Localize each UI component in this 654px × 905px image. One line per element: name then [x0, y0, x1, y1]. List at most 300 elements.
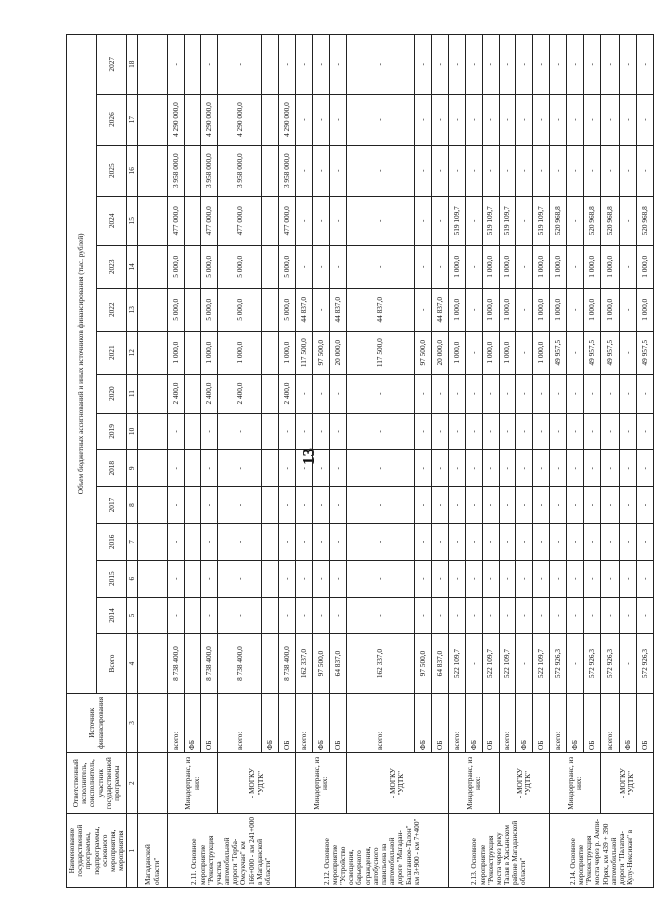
- amount-cell: -: [448, 450, 465, 487]
- amount-cell: -: [167, 487, 184, 524]
- amount-cell: -: [415, 560, 432, 597]
- amount-cell: 20 000,0: [431, 331, 448, 374]
- amount-cell: -: [482, 487, 499, 524]
- amount-cell: -: [167, 523, 184, 560]
- responsible-main: Миндортранс, из них:: [295, 753, 346, 814]
- amount-cell: -: [533, 35, 550, 95]
- amount-cell: -: [550, 413, 567, 450]
- amount-cell: -: [415, 523, 432, 560]
- table-rotation-frame: [66, 34, 649, 888]
- amount-cell: -: [312, 597, 329, 634]
- responsible-sub: - МОГКУ "УДТК": [346, 753, 448, 814]
- amount-cell: -: [619, 245, 636, 288]
- amount-cell: 3 958 000,0: [201, 145, 218, 196]
- amount-cell: -: [465, 560, 482, 597]
- measure-name: 2.13. Основное мероприятие "Реконструкция моста через реку Талая в Хасынском районе Магаданской области": [448, 814, 549, 888]
- amount-cell: -: [329, 196, 346, 245]
- amount-cell: -: [550, 35, 567, 95]
- amount-cell: 1 000,0: [550, 245, 567, 288]
- amount-cell: -: [201, 487, 218, 524]
- amount-cell: -: [533, 597, 550, 634]
- header-year: 2027: [97, 35, 127, 95]
- amount-cell: [262, 487, 279, 524]
- funding-source: всего:: [600, 693, 619, 752]
- amount-cell: 8 738 400,0: [201, 634, 218, 693]
- amount-cell: -: [465, 374, 482, 413]
- amount-cell: 117 500,0: [346, 331, 414, 374]
- amount-cell: 1 000,0: [201, 331, 218, 374]
- amount-cell: -: [584, 450, 601, 487]
- amount-cell: -: [346, 35, 414, 95]
- amount-cell: 5 000,0: [201, 245, 218, 288]
- amount-cell: -: [346, 94, 414, 145]
- amount-cell: 1 000,0: [448, 245, 465, 288]
- amount-cell: 2 400,0: [201, 374, 218, 413]
- amount-cell: -: [499, 597, 516, 634]
- responsible-sub: - МОГКУ "УДТК": [218, 753, 295, 814]
- amount-cell: -: [346, 560, 414, 597]
- amount-cell: -: [567, 523, 584, 560]
- amount-cell: -: [619, 634, 636, 693]
- amount-cell: -: [567, 560, 584, 597]
- funding-source: всего:: [448, 693, 465, 752]
- amount-cell: -: [167, 597, 184, 634]
- table-row: [295, 35, 312, 888]
- amount-cell: -: [550, 145, 567, 196]
- amount-cell: -: [312, 374, 329, 413]
- table-row: [167, 35, 184, 888]
- amount-cell: -: [415, 487, 432, 524]
- amount-cell: -: [482, 413, 499, 450]
- amount-cell: 5 000,0: [218, 288, 262, 331]
- amount-cell: -: [516, 560, 533, 597]
- amount-cell: -: [312, 523, 329, 560]
- amount-cell: -: [329, 413, 346, 450]
- amount-cell: -: [465, 634, 482, 693]
- amount-cell: -: [415, 196, 432, 245]
- amount-cell: -: [533, 487, 550, 524]
- amount-cell: -: [431, 94, 448, 145]
- amount-cell: -: [619, 94, 636, 145]
- amount-cell: 5 000,0: [278, 288, 295, 331]
- amount-cell: -: [295, 450, 312, 487]
- amount-cell: -: [499, 413, 516, 450]
- amount-cell: -: [431, 374, 448, 413]
- amount-cell: -: [312, 35, 329, 95]
- amount-cell: -: [431, 245, 448, 288]
- amount-cell: -: [600, 487, 619, 524]
- measure-name: 2.14. Основное мероприятие "Реконструкция моста через р. Ампи-Юрях, км 439 + 390 автомобильной дороги "Палатка-Кулу-Нексикан" в: [550, 814, 654, 888]
- amount-cell: -: [533, 145, 550, 196]
- header-year: 2023: [97, 245, 127, 288]
- amount-cell: 477 000,0: [167, 196, 184, 245]
- amount-cell: -: [431, 560, 448, 597]
- amount-cell: -: [218, 487, 262, 524]
- funding-source: всего:: [550, 693, 567, 752]
- column-number: 17: [127, 94, 138, 145]
- amount-cell: -: [567, 450, 584, 487]
- amount-cell: -: [600, 560, 619, 597]
- amount-cell: -: [415, 597, 432, 634]
- amount-cell: [184, 245, 201, 288]
- responsible-main: Миндортранс, из них:: [167, 753, 218, 814]
- amount-cell: -: [167, 560, 184, 597]
- amount-cell: -: [448, 145, 465, 196]
- amount-cell: -: [465, 331, 482, 374]
- column-number: 4: [127, 634, 138, 693]
- amount-cell: -: [584, 145, 601, 196]
- amount-cell: -: [448, 597, 465, 634]
- amount-cell: -: [636, 597, 653, 634]
- column-number: 6: [127, 560, 138, 597]
- amount-cell: -: [415, 450, 432, 487]
- amount-cell: -: [431, 35, 448, 95]
- amount-cell: -: [346, 413, 414, 450]
- amount-cell: [184, 413, 201, 450]
- amount-cell: -: [516, 487, 533, 524]
- header-name: Наименование государственной программы, подпрограммы, основного мероприятия, мероприятия: [67, 814, 127, 888]
- amount-cell: -: [550, 487, 567, 524]
- column-number: 10: [127, 413, 138, 450]
- amount-cell: -: [167, 413, 184, 450]
- column-number: 16: [127, 145, 138, 196]
- amount-cell: -: [218, 523, 262, 560]
- amount-cell: 5 000,0: [201, 288, 218, 331]
- amount-cell: 3 958 000,0: [218, 145, 262, 196]
- amount-cell: 1 000,0: [550, 288, 567, 331]
- amount-cell: -: [567, 145, 584, 196]
- amount-cell: 520 968,8: [550, 196, 567, 245]
- amount-cell: 64 837,0: [329, 634, 346, 693]
- amount-cell: [262, 35, 279, 95]
- amount-cell: -: [499, 523, 516, 560]
- amount-cell: [184, 450, 201, 487]
- column-number: 2: [127, 753, 138, 814]
- amount-cell: [184, 288, 201, 331]
- amount-cell: -: [619, 413, 636, 450]
- amount-cell: -: [415, 35, 432, 95]
- amount-cell: 4 290 000,0: [278, 94, 295, 145]
- amount-cell: 1 000,0: [499, 288, 516, 331]
- column-number: 8: [127, 487, 138, 524]
- amount-cell: 8 738 400,0: [167, 634, 184, 693]
- amount-cell: -: [346, 487, 414, 524]
- header-year: 2020: [97, 374, 127, 413]
- amount-cell: 4 290 000,0: [167, 94, 184, 145]
- amount-cell: -: [201, 450, 218, 487]
- amount-cell: 1 000,0: [482, 245, 499, 288]
- amount-cell: 572 926,3: [636, 634, 653, 693]
- amount-cell: -: [465, 413, 482, 450]
- amount-cell: -: [295, 523, 312, 560]
- amount-cell: -: [516, 597, 533, 634]
- funding-source: ФБ: [465, 693, 482, 752]
- amount-cell: -: [584, 413, 601, 450]
- table-row: [499, 35, 516, 888]
- amount-cell: 2 400,0: [278, 374, 295, 413]
- amount-cell: [184, 634, 201, 693]
- amount-cell: -: [312, 288, 329, 331]
- amount-cell: [184, 523, 201, 560]
- funding-source: ФБ: [619, 693, 636, 752]
- amount-cell: -: [431, 450, 448, 487]
- amount-cell: -: [218, 35, 262, 95]
- amount-cell: 8 738 400,0: [278, 634, 295, 693]
- amount-cell: 1 000,0: [533, 245, 550, 288]
- funding-source: ФБ: [415, 693, 432, 752]
- amount-cell: [262, 597, 279, 634]
- amount-cell: -: [278, 523, 295, 560]
- amount-cell: -: [636, 487, 653, 524]
- amount-cell: -: [550, 597, 567, 634]
- amount-cell: -: [516, 450, 533, 487]
- amount-cell: [184, 487, 201, 524]
- amount-cell: -: [584, 487, 601, 524]
- amount-cell: -: [533, 413, 550, 450]
- header-year: 2021: [97, 331, 127, 374]
- amount-cell: -: [278, 450, 295, 487]
- amount-cell: 1 000,0: [533, 331, 550, 374]
- amount-cell: -: [600, 413, 619, 450]
- amount-cell: -: [329, 487, 346, 524]
- header-year: 2014: [97, 597, 127, 634]
- amount-cell: -: [201, 597, 218, 634]
- amount-cell: -: [516, 331, 533, 374]
- column-number: 11: [127, 374, 138, 413]
- amount-cell: -: [567, 35, 584, 95]
- header-year: 2025: [97, 145, 127, 196]
- amount-cell: -: [619, 145, 636, 196]
- amount-cell: -: [448, 35, 465, 95]
- amount-cell: -: [499, 450, 516, 487]
- amount-cell: -: [431, 523, 448, 560]
- amount-cell: -: [329, 523, 346, 560]
- amount-cell: -: [329, 35, 346, 95]
- amount-cell: [262, 560, 279, 597]
- amount-cell: 5 000,0: [278, 245, 295, 288]
- funding-source: ОБ: [278, 693, 295, 752]
- amount-cell: -: [448, 94, 465, 145]
- amount-cell: 2 400,0: [218, 374, 262, 413]
- amount-cell: -: [415, 94, 432, 145]
- amount-cell: 1 000,0: [600, 245, 619, 288]
- amount-cell: 1 000,0: [167, 331, 184, 374]
- amount-cell: -: [415, 288, 432, 331]
- funding-source: ОБ: [431, 693, 448, 752]
- amount-cell: -: [346, 145, 414, 196]
- funding-source: ОБ: [482, 693, 499, 752]
- amount-cell: 519 109,7: [533, 196, 550, 245]
- amount-cell: 519 109,7: [482, 196, 499, 245]
- amount-cell: [184, 331, 201, 374]
- amount-cell: -: [636, 94, 653, 145]
- amount-cell: -: [201, 413, 218, 450]
- amount-cell: -: [465, 94, 482, 145]
- column-number: 7: [127, 523, 138, 560]
- amount-cell: -: [567, 331, 584, 374]
- amount-cell: -: [567, 288, 584, 331]
- intro-text: Магаданской области": [138, 814, 167, 888]
- amount-cell: -: [329, 94, 346, 145]
- amount-cell: -: [619, 35, 636, 95]
- amount-cell: 64 837,0: [431, 634, 448, 693]
- table-row: [448, 35, 465, 888]
- amount-cell: 1 000,0: [636, 288, 653, 331]
- amount-cell: -: [295, 196, 312, 245]
- amount-cell: -: [482, 35, 499, 95]
- amount-cell: -: [295, 560, 312, 597]
- amount-cell: -: [550, 94, 567, 145]
- column-number: 15: [127, 196, 138, 245]
- amount-cell: -: [346, 597, 414, 634]
- column-number: 18: [127, 35, 138, 95]
- amount-cell: 4 290 000,0: [201, 94, 218, 145]
- amount-cell: -: [600, 145, 619, 196]
- amount-cell: -: [636, 560, 653, 597]
- amount-cell: -: [619, 560, 636, 597]
- amount-cell: -: [482, 145, 499, 196]
- amount-cell: -: [516, 374, 533, 413]
- amount-cell: -: [431, 413, 448, 450]
- amount-cell: [184, 597, 201, 634]
- amount-cell: -: [567, 487, 584, 524]
- amount-cell: -: [346, 196, 414, 245]
- column-number: 13: [127, 288, 138, 331]
- amount-cell: 49 957,5: [550, 331, 567, 374]
- amount-cell: -: [465, 145, 482, 196]
- amount-cell: 2 400,0: [167, 374, 184, 413]
- amount-cell: 49 957,5: [636, 331, 653, 374]
- column-number: 5: [127, 597, 138, 634]
- amount-cell: 44 837,0: [329, 288, 346, 331]
- amount-cell: 477 000,0: [201, 196, 218, 245]
- amount-cell: -: [465, 523, 482, 560]
- amount-cell: 522 109,7: [499, 634, 516, 693]
- amount-cell: -: [218, 560, 262, 597]
- amount-cell: -: [415, 245, 432, 288]
- amount-cell: -: [431, 145, 448, 196]
- header-year: 2024: [97, 196, 127, 245]
- amount-cell: -: [516, 94, 533, 145]
- amount-cell: -: [600, 523, 619, 560]
- amount-cell: -: [516, 413, 533, 450]
- header-responsible: Ответственный исполнитель, соисполнитель, участник государственной программы: [67, 753, 127, 814]
- amount-cell: 1 000,0: [448, 288, 465, 331]
- amount-cell: -: [312, 450, 329, 487]
- amount-cell: 1 000,0: [499, 245, 516, 288]
- amount-cell: -: [567, 597, 584, 634]
- amount-cell: [184, 560, 201, 597]
- funding-source: ФБ: [516, 693, 533, 752]
- amount-cell: -: [295, 245, 312, 288]
- amount-cell: -: [567, 634, 584, 693]
- amount-cell: -: [167, 450, 184, 487]
- amount-cell: -: [218, 413, 262, 450]
- amount-cell: -: [448, 560, 465, 597]
- amount-cell: -: [329, 450, 346, 487]
- funding-source: ОБ: [533, 693, 550, 752]
- amount-cell: -: [295, 145, 312, 196]
- amount-cell: 1 000,0: [482, 288, 499, 331]
- amount-cell: 162 337,0: [346, 634, 414, 693]
- amount-cell: -: [636, 374, 653, 413]
- amount-cell: -: [201, 560, 218, 597]
- amount-cell: -: [278, 597, 295, 634]
- amount-cell: -: [499, 145, 516, 196]
- table-row: [346, 35, 414, 888]
- amount-cell: -: [619, 288, 636, 331]
- amount-cell: 49 957,5: [600, 331, 619, 374]
- amount-cell: 5 000,0: [167, 245, 184, 288]
- amount-cell: 520 968,8: [584, 196, 601, 245]
- header-year: 2018: [97, 450, 127, 487]
- amount-cell: -: [499, 35, 516, 95]
- amount-cell: -: [482, 597, 499, 634]
- funding-source: ОБ: [584, 693, 601, 752]
- column-number: 3: [127, 693, 138, 752]
- amount-cell: 522 109,7: [482, 634, 499, 693]
- amount-cell: -: [431, 196, 448, 245]
- amount-cell: -: [619, 450, 636, 487]
- amount-cell: [184, 94, 201, 145]
- responsible-main: Миндортранс, из них:: [550, 753, 601, 814]
- amount-cell: -: [295, 413, 312, 450]
- amount-cell: [184, 196, 201, 245]
- amount-cell: [262, 288, 279, 331]
- amount-cell: -: [329, 245, 346, 288]
- amount-cell: -: [415, 374, 432, 413]
- amount-cell: [262, 94, 279, 145]
- amount-cell: -: [567, 374, 584, 413]
- table-row: [550, 35, 567, 888]
- amount-cell: -: [533, 94, 550, 145]
- amount-cell: -: [619, 523, 636, 560]
- amount-cell: -: [329, 597, 346, 634]
- amount-cell: 1 000,0: [499, 331, 516, 374]
- funding-source: всего:: [218, 693, 262, 752]
- amount-cell: -: [295, 597, 312, 634]
- amount-cell: -: [619, 597, 636, 634]
- amount-cell: 4 290 000,0: [218, 94, 262, 145]
- amount-cell: -: [312, 196, 329, 245]
- amount-cell: 522 109,7: [533, 634, 550, 693]
- amount-cell: -: [201, 35, 218, 95]
- amount-cell: -: [550, 523, 567, 560]
- amount-cell: -: [600, 597, 619, 634]
- amount-cell: -: [465, 487, 482, 524]
- amount-cell: -: [584, 374, 601, 413]
- amount-cell: [262, 196, 279, 245]
- amount-cell: -: [584, 597, 601, 634]
- amount-cell: 519 109,7: [499, 196, 516, 245]
- amount-cell: -: [346, 523, 414, 560]
- budget-table: [66, 34, 654, 888]
- amount-cell: -: [482, 523, 499, 560]
- amount-cell: -: [278, 413, 295, 450]
- page-number: 13: [299, 448, 318, 465]
- header-year: 2016: [97, 523, 127, 560]
- amount-cell: 1 000,0: [218, 331, 262, 374]
- amount-cell: -: [516, 145, 533, 196]
- amount-cell: -: [448, 487, 465, 524]
- amount-cell: -: [312, 560, 329, 597]
- amount-cell: 3 958 000,0: [278, 145, 295, 196]
- amount-cell: -: [636, 450, 653, 487]
- amount-cell: -: [636, 523, 653, 560]
- amount-cell: -: [448, 374, 465, 413]
- amount-cell: -: [516, 288, 533, 331]
- amount-cell: -: [636, 145, 653, 196]
